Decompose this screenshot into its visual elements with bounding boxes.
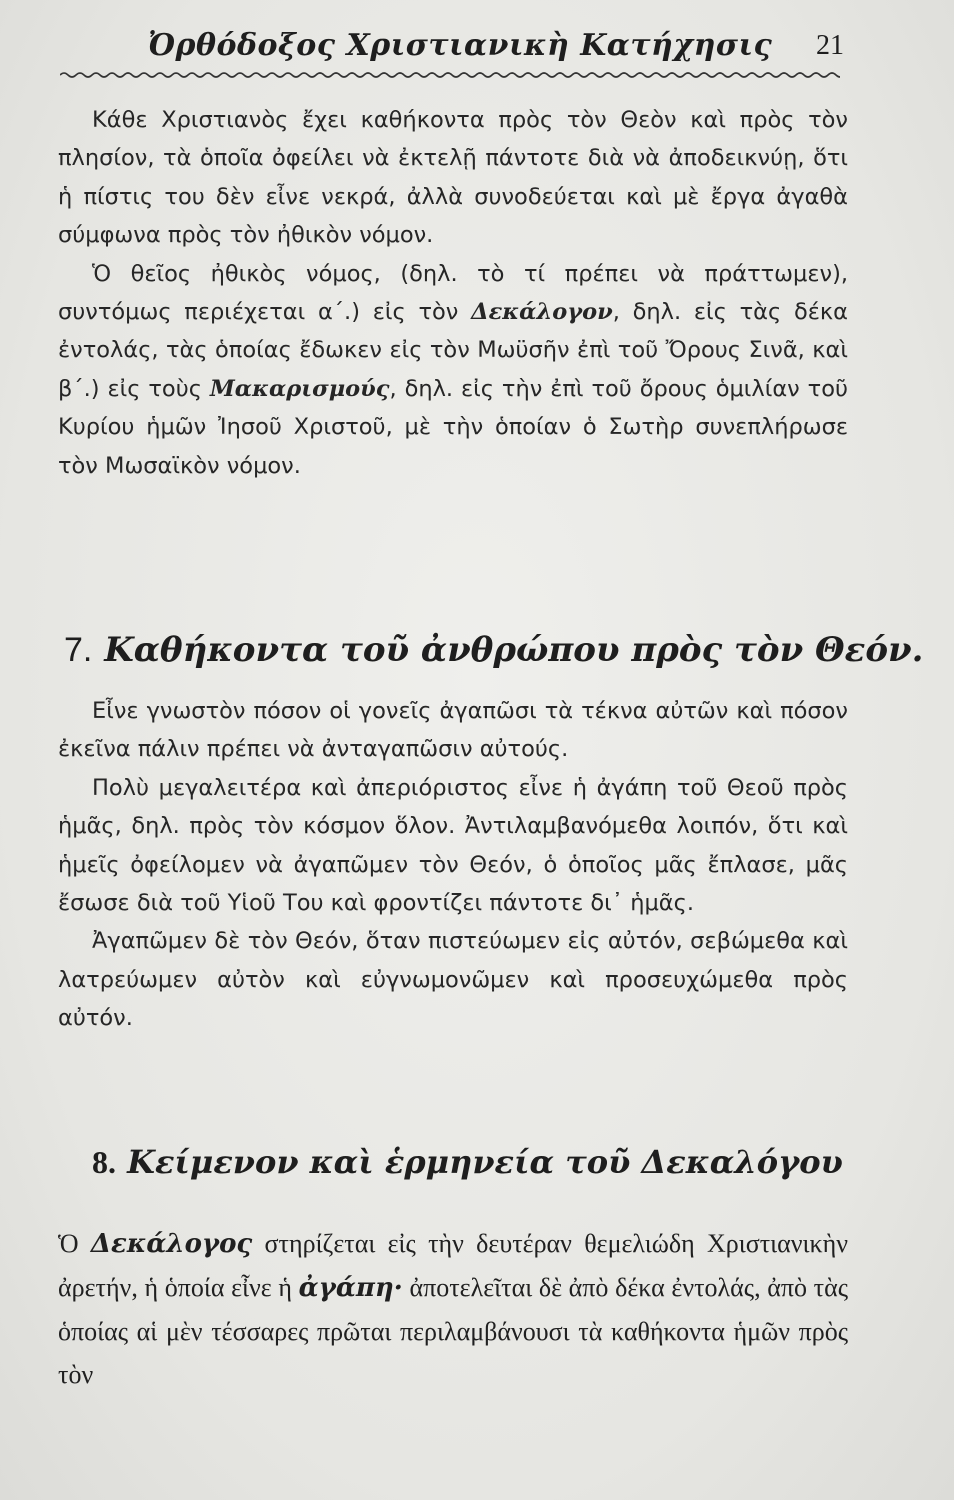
paragraph: Εἶνε γνωστὸν πόσον οἱ γονεῖς ἀγαπῶσι τὰ τέκνα αὐτῶν καὶ πόσον ἐκεῖνα πάλιν πρέπει νὰ ἀνταγαπῶσιν αὐτούς. bbox=[58, 698, 848, 763]
running-title: Ὀρθόδοξος Χριστιανικὴ Κατήχησις bbox=[148, 28, 773, 63]
section-title: Κείμενον καὶ ἑρμηνεία τοῦ Δεκαλόγου bbox=[127, 1143, 843, 1181]
paragraph bbox=[58, 255, 848, 485]
running-head bbox=[60, 28, 844, 76]
emphasis-love: ἀγάπη· bbox=[298, 1273, 403, 1303]
text-run: ἀποτελεῖται δὲ ἀπὸ δέκα ἐντολάς, ἀπὸ τὰς ὁποίας αἱ μὲν τέσσαρες πρῶται περιλαμβάνουσι τὰ καθήκοντα ἡμῶν πρὸς τὸν bbox=[58, 1273, 849, 1389]
text-run: Ὁ θεῖος ἠθικὸς νόμος, (δηλ. τὸ τί πρέπει νὰ πράττωμεν), συντόμως περιέχεται α΄.) εἰς τὸν bbox=[58, 260, 848, 326]
wavy-rule-ornament bbox=[60, 70, 840, 80]
text-run: , δηλ. εἰς τὰς δέκα ἐντολάς, τὰς ὁποίας ἔδωκεν εἰς τὸν Μωϋσῆν ἐπὶ τοῦ Ὄρους Σινᾶ, καὶ β΄.) εἰς τοὺς bbox=[58, 299, 849, 402]
text-run: , δηλ. εἰς τὴν ἐπὶ τοῦ ὄρους ὁμιλίαν τοῦ Κυρίου ἡμῶν Ἰησοῦ Χριστοῦ, μὲ τὴν ὁποίαν ὁ Σωτὴρ συνεπλήρωσε τὸν Μωσαϊκὸν νόμον. bbox=[58, 375, 849, 479]
section-intro bbox=[58, 101, 848, 485]
emphasis-decalogue: Δεκάλογον bbox=[471, 299, 613, 326]
page-number: 21 bbox=[816, 30, 844, 61]
section-heading-8 bbox=[92, 1143, 843, 1181]
section-title: Καθήκοντα τοῦ ἀνθρώπου πρὸς τὸν Θεόν. bbox=[104, 630, 924, 670]
text-run: στηρίζεται εἰς τὴν δευτέραν θεμελιώδη Χριστιανικὴν ἀρετήν, ἡ ὁποία εἶνε ἡ bbox=[58, 1229, 848, 1302]
section-number: 7. bbox=[64, 631, 93, 669]
emphasis-beatitudes: Μακαρισμούς bbox=[209, 375, 390, 402]
paragraph bbox=[58, 1222, 848, 1396]
section-8-body bbox=[58, 1222, 848, 1396]
paragraph: Κάθε Χριστιανὸς ἔχει καθήκοντα πρὸς τὸν Θεὸν καὶ πρὸς τὸν πλησίον, τὰ ὁποῖα ὀφείλει νὰ ἐκτελῇ πάντοτε διὰ νὰ ἀποδεικνύῃ, ὅτι ἡ πίστις του δὲν εἶνε νεκρά, ἀλλὰ συνοδεύεται καὶ μὲ ἔργα ἀγαθὰ σύμφωνα πρὸς τὸν ἠθικὸν νόμον. bbox=[58, 107, 848, 249]
paragraph: Πολὺ μεγαλειτέρα καὶ ἀπεριόριστος εἶνε ἡ ἀγάπη τοῦ Θεοῦ πρὸς ἡμᾶς, δηλ. πρὸς τὸν κόσμον ὅλον. Ἀντιλαμβανόμεθα λοιπόν, ὅτι καὶ ἡμεῖς ὀφείλομεν νὰ ἀγαπῶμεν τὸν Θεόν, ὁ ὁποῖος μᾶς ἔπλασε, μᾶς ἔσωσε διὰ τοῦ Υἱοῦ Του καὶ φροντίζει πάντοτε δι᾿ ἡμᾶς. bbox=[58, 774, 848, 917]
section-number: 8. bbox=[92, 1144, 116, 1180]
text-run: Ὁ bbox=[58, 1229, 91, 1258]
emphasis-decalogue: Δεκάλογος bbox=[90, 1229, 253, 1259]
paragraph: Ἀγαπῶμεν δὲ τὸν Θεόν, ὅταν πιστεύωμεν εἰς αὐτόν, σεβώμεθα καὶ λατρεύωμεν αὐτὸν καὶ εὐγνωμονῶμεν καὶ προσευχώμεθα πρὸς αὐτόν. bbox=[58, 928, 848, 1032]
section-heading-7 bbox=[64, 630, 923, 670]
section-7-body bbox=[58, 692, 848, 1038]
